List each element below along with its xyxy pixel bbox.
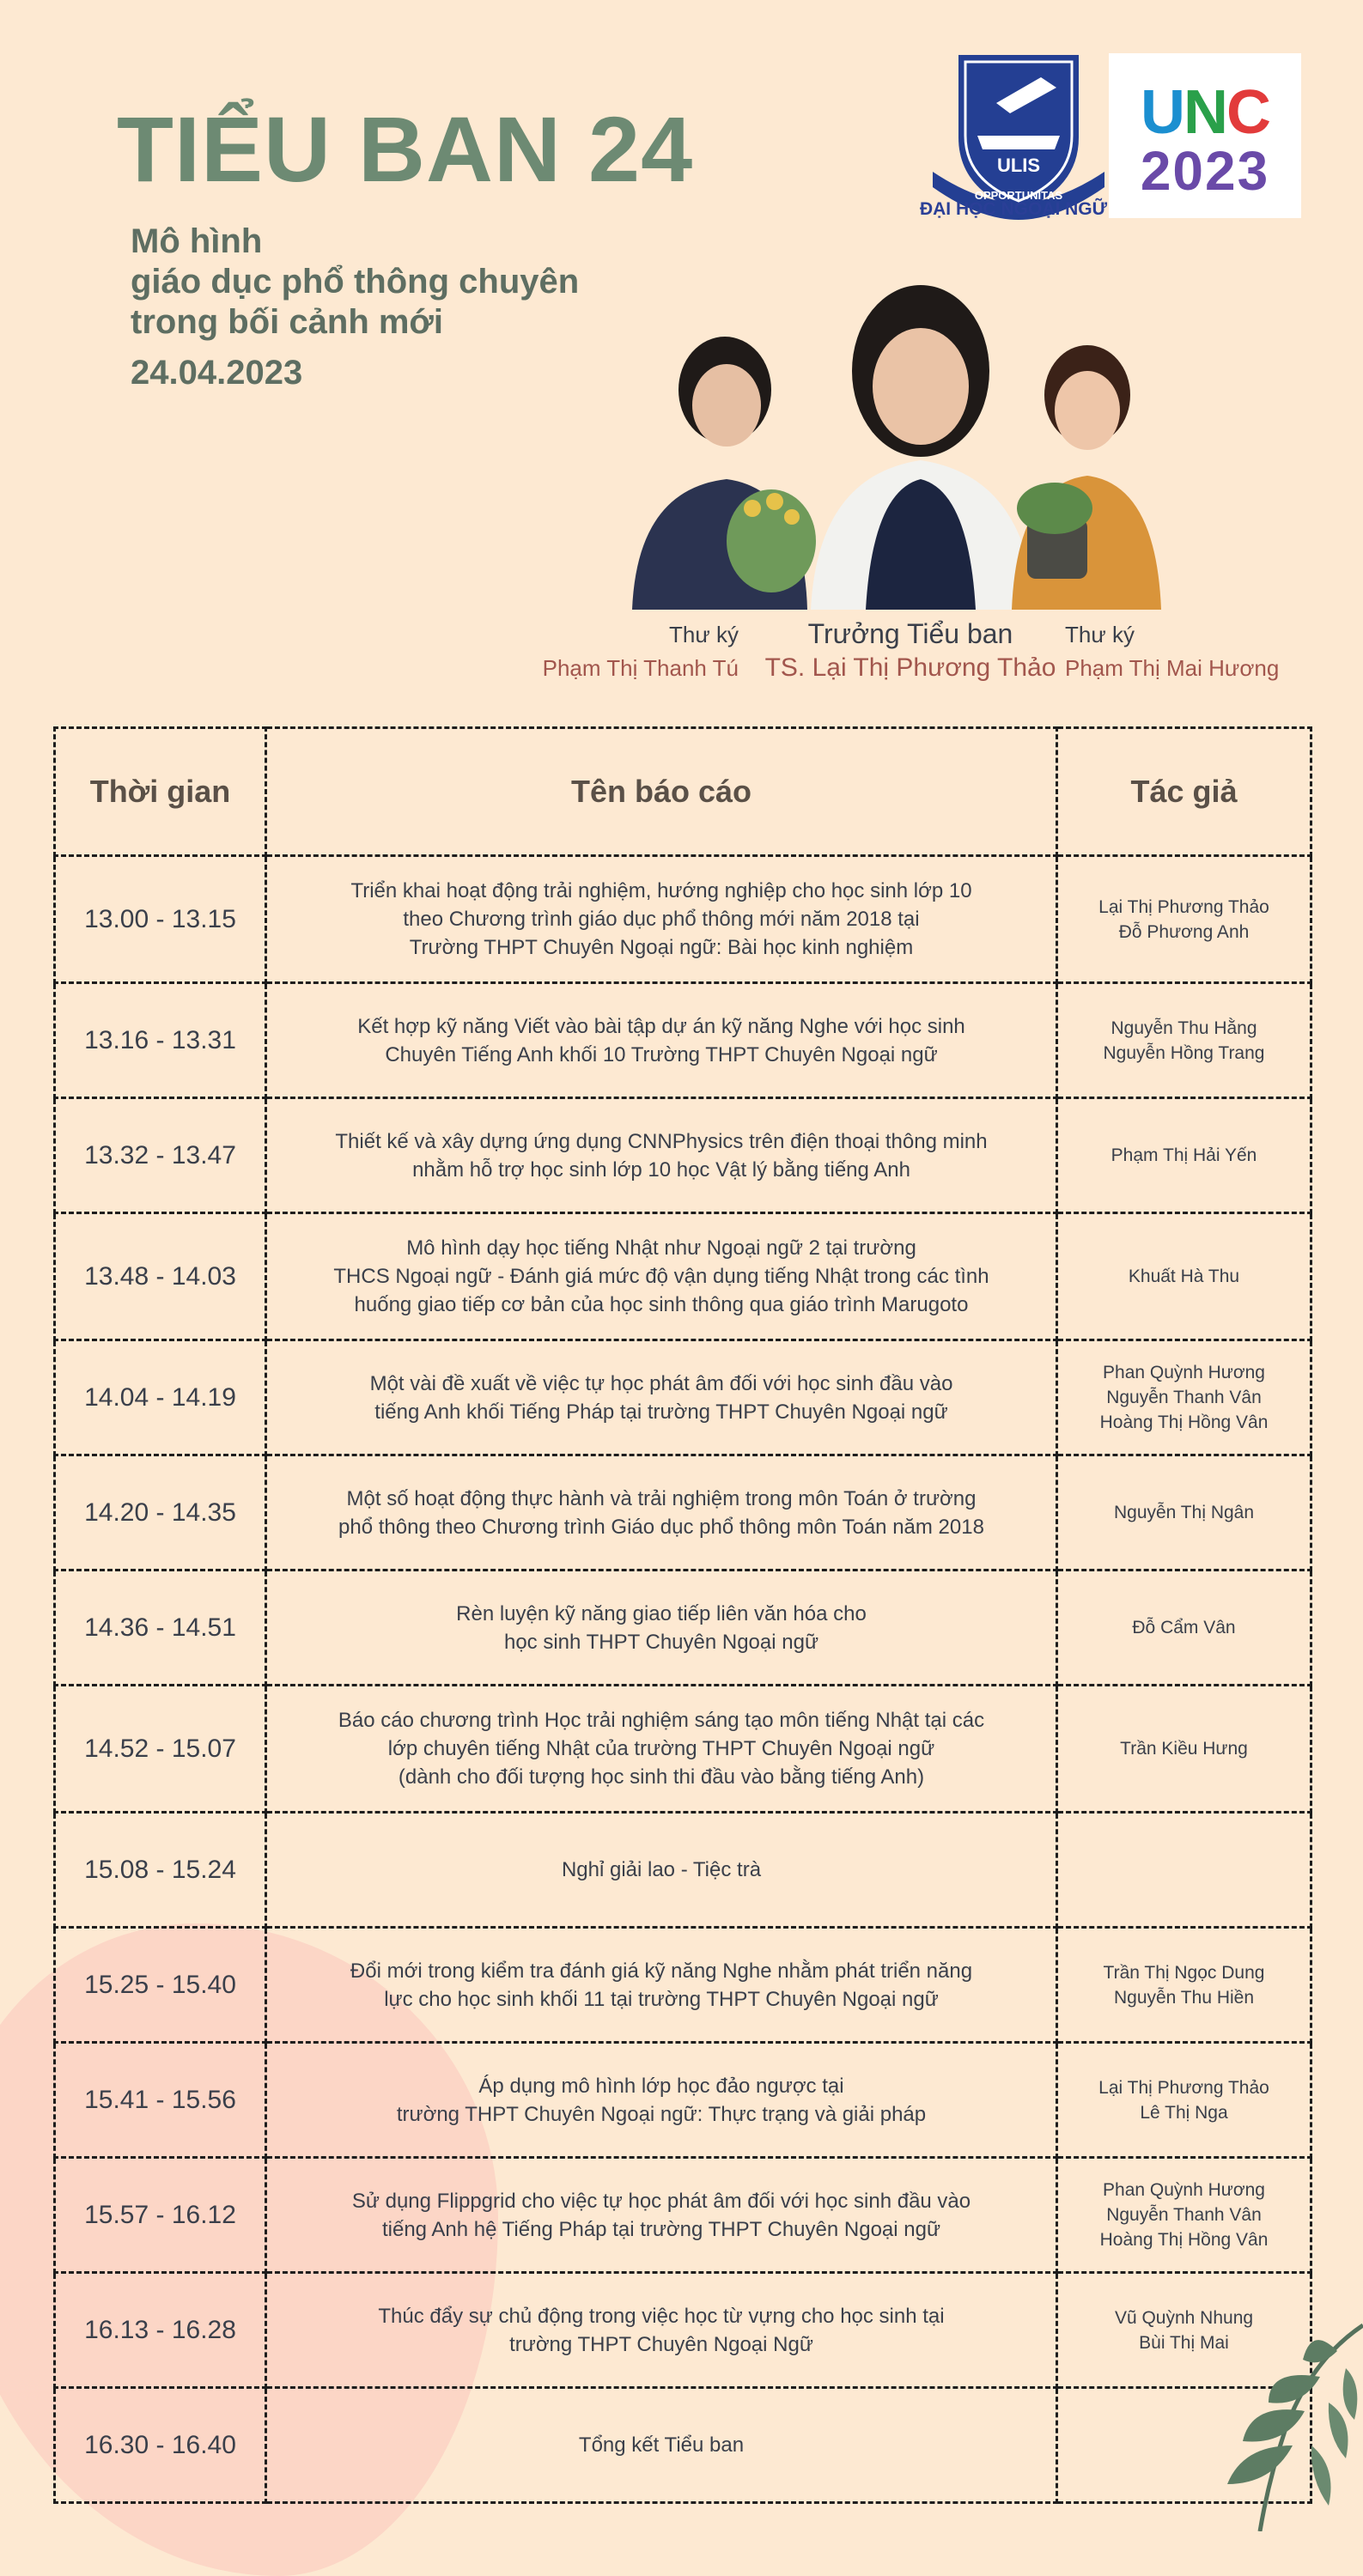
- report-title-line: Áp dụng mô hình lớp học đảo ngược tại: [478, 2074, 844, 2098]
- session-time: [55, 2043, 266, 2158]
- report-title: [266, 856, 1057, 983]
- report-title: [266, 2273, 1057, 2388]
- committee-role: Thư ký: [1065, 622, 1135, 647]
- report-authors: [1057, 1686, 1311, 1813]
- report-title: [266, 1213, 1057, 1340]
- committee-chair: [747, 618, 1074, 683]
- report-title: [266, 2043, 1057, 2158]
- author-name: Phạm Thị Hải Yến: [1110, 1145, 1257, 1165]
- report-authors: [1057, 1098, 1311, 1213]
- session-time-text: 15.57 - 16.12: [84, 2200, 236, 2229]
- report-title-line: theo Chương trình giáo dục phổ thông mới năm 2018 tại: [403, 908, 920, 931]
- report-authors: [1057, 1455, 1311, 1571]
- report-authors: [1057, 1571, 1311, 1686]
- session-time: [55, 1571, 266, 1686]
- portrait-secretary-right: [1001, 331, 1165, 610]
- table-row: [55, 1098, 1311, 1213]
- report-title-line: Nghỉ giải lao - Tiệc trà: [561, 1858, 762, 1881]
- report-authors: [1057, 1813, 1311, 1928]
- subtitle-line: giáo dục phổ thông chuyên: [131, 263, 580, 301]
- table-row: [55, 2158, 1311, 2273]
- report-title-line: phổ thông theo Chương trình Giáo dục phổ thông môn Toán năm 2018: [338, 1515, 984, 1539]
- author-name: Khuất Hà Thu: [1128, 1267, 1240, 1286]
- table-row: [55, 1813, 1311, 1928]
- unc-logo: [1109, 53, 1301, 218]
- table-row: [55, 856, 1311, 983]
- report-title-line: trường THPT Chuyên Ngoại Ngữ: [509, 2332, 813, 2356]
- table-header-row: [55, 728, 1311, 856]
- session-time: [55, 1813, 266, 1928]
- unc-letter-n: N: [1183, 78, 1226, 147]
- report-authors: [1057, 1213, 1311, 1340]
- report-title-line: Thúc đẩy sự chủ động trong việc học từ vựng cho học sinh tại: [378, 2304, 945, 2328]
- report-authors: [1057, 2158, 1311, 2273]
- session-time: [55, 2158, 266, 2273]
- leaf-decoration: [1208, 2308, 1363, 2531]
- committee-secretary-right: [1065, 622, 1323, 682]
- session-time: [55, 856, 266, 983]
- unc-year: 2023: [1140, 140, 1270, 202]
- schedule-table: [53, 726, 1312, 2504]
- table-row: [55, 1928, 1311, 2043]
- table-row: [55, 1340, 1311, 1455]
- author-name: Đỗ Phương Anh: [1118, 921, 1250, 942]
- report-title-line: Trường THPT Chuyên Ngoại ngữ: Bài học kinh nghiệm: [409, 936, 914, 959]
- report-authors: [1057, 1928, 1311, 2043]
- committee-secretary-left: [515, 622, 739, 682]
- subtitle-line: trong bối cảnh mới: [131, 303, 443, 341]
- report-title-line: Thiết kế và xây dựng ứng dụng CNNPhysics trên điện thoại thông minh: [335, 1129, 988, 1153]
- session-time: [55, 1928, 266, 2043]
- author-name: Trần Thị Ngọc Dung: [1103, 1962, 1265, 1983]
- table-row: [55, 983, 1311, 1098]
- session-time-text: 14.20 - 14.35: [84, 1498, 236, 1527]
- author-name: Đỗ Cẩm Vân: [1132, 1618, 1236, 1637]
- table-row: [55, 2388, 1311, 2503]
- report-title: [266, 2388, 1057, 2503]
- report-title-line: Sử dụng Flippgrid cho việc tự học phát âm đối với học sinh đầu vào: [351, 2189, 971, 2213]
- report-title: [266, 983, 1057, 1098]
- report-title-line: lớp chuyên tiếng Nhật của trường THPT Chuyên Ngoại ngữ: [387, 1737, 935, 1760]
- author-name: Nguyễn Hồng Trang: [1103, 1042, 1265, 1063]
- session-time-text: 14.04 - 14.19: [84, 1382, 236, 1412]
- page-title: TIỂU BAN 24: [117, 97, 694, 201]
- report-title: [266, 1813, 1057, 1928]
- report-title: [266, 1098, 1057, 1213]
- author-name: Phan Quỳnh Hương: [1103, 2180, 1265, 2200]
- session-time-text: 14.36 - 14.51: [84, 1613, 236, 1642]
- committee-role: Thư ký: [669, 622, 739, 647]
- report-title-line: tiếng Anh hệ Tiếng Pháp tại trường THPT Chuyên Ngoại ngữ: [381, 2217, 941, 2241]
- report-title-line: Báo cáo chương trình Học trải nghiệm sáng tạo môn tiếng Nhật tại các: [338, 1709, 985, 1732]
- author-name: Lại Thị Phương Thảo: [1098, 896, 1269, 917]
- committee-role: Trưởng Tiểu ban: [807, 618, 1013, 649]
- report-title: [266, 1928, 1057, 2043]
- session-time-text: 16.13 - 16.28: [84, 2315, 236, 2344]
- report-title-line: huống giao tiếp cơ bản của học sinh thông qua giáo trình Marugoto: [354, 1293, 969, 1316]
- report-title-line: Đổi mới trong kiểm tra đánh giá kỹ năng Nghe nhằm phát triển năng: [350, 1959, 973, 1983]
- session-time-text: 15.08 - 15.24: [84, 1855, 236, 1884]
- session-time: [55, 1340, 266, 1455]
- author-name: Lê Thị Nga: [1140, 2102, 1228, 2123]
- author-name: Hoàng Thị Hồng Vân: [1099, 2230, 1269, 2250]
- table-row: [55, 1686, 1311, 1813]
- report-title: [266, 1686, 1057, 1813]
- report-title-line: Một vài đề xuất về việc tự học phát âm đối với học sinh đầu vào: [369, 1371, 953, 1395]
- ulis-logo: [928, 43, 1110, 223]
- table-row: [55, 2273, 1311, 2388]
- report-title-line: THCS Ngoại ngữ - Đánh giá mức độ vận dụng tiếng Nhật trong các tình: [333, 1265, 989, 1288]
- report-authors: [1057, 2043, 1311, 2158]
- page-subtitle: [131, 222, 579, 343]
- ulis-badge-text: ULIS: [996, 155, 1041, 176]
- session-time: [55, 2388, 266, 2503]
- author-name: Bùi Thị Mai: [1139, 2332, 1229, 2353]
- report-title: [266, 1571, 1057, 1686]
- author-name: Trần Kiều Hưng: [1120, 1739, 1248, 1759]
- table-row: [55, 1571, 1311, 1686]
- session-time-text: 14.52 - 15.07: [84, 1734, 236, 1763]
- session-time-text: 15.41 - 15.56: [84, 2085, 236, 2114]
- table-row: [55, 1213, 1311, 1340]
- report-authors: [1057, 983, 1311, 1098]
- report-title-line: lực cho học sinh khối 11 tại trường THPT Chuyên Ngoại ngữ: [384, 1987, 939, 2011]
- session-time: [55, 2273, 266, 2388]
- committee-name: TS. Lại Thị Phương Thảo: [764, 653, 1056, 682]
- report-title-line: Rèn luyện kỹ năng giao tiếp liên văn hóa cho: [456, 1601, 867, 1625]
- unc-letter-u: U: [1141, 78, 1183, 147]
- portrait-secretary-left: [624, 326, 816, 610]
- session-time: [55, 1686, 266, 1813]
- report-title-line: Kết hợp kỹ năng Viết vào bài tập dự án kỹ năng Nghe với học sinh: [357, 1014, 965, 1038]
- author-name: Vũ Quỳnh Nhung: [1114, 2307, 1254, 2328]
- report-title-line: học sinh THPT Chuyên Ngoại ngữ: [503, 1630, 819, 1654]
- author-name: Nguyễn Thu Hiền: [1113, 1987, 1255, 2008]
- session-time-text: 16.30 - 16.40: [84, 2430, 236, 2459]
- committee-name: Phạm Thị Thanh Tú: [542, 655, 739, 681]
- session-time-text: 15.25 - 15.40: [84, 1970, 236, 1999]
- author-name: Hoàng Thị Hồng Vân: [1099, 1413, 1269, 1432]
- subtitle-line: Mô hình: [131, 222, 263, 260]
- table-row: [55, 1455, 1311, 1571]
- committee-name: Phạm Thị Mai Hương: [1065, 655, 1280, 681]
- report-title-line: Mô hình dạy học tiếng Nhật như Ngoại ngữ 2 tại trường: [406, 1236, 916, 1260]
- report-title-line: trường THPT Chuyên Ngoại ngữ: Thực trạng và giải pháp: [396, 2102, 927, 2126]
- session-time: [55, 1213, 266, 1340]
- author-name: Nguyễn Thanh Vân: [1106, 2205, 1262, 2225]
- unc-wordmark: [1109, 77, 1301, 148]
- column-header-time: Thời gian: [55, 728, 266, 856]
- report-title-line: nhằm hỗ trợ học sinh lớp 10 học Vật lý bằng tiếng Anh: [412, 1157, 910, 1182]
- event-date: 24.04.2023: [131, 354, 303, 392]
- author-name: Nguyễn Thanh Vân: [1106, 1388, 1262, 1407]
- session-time-text: 13.48 - 14.03: [84, 1261, 236, 1291]
- unc-letter-c: C: [1226, 78, 1269, 147]
- author-name: Lại Thị Phương Thảo: [1098, 2077, 1269, 2098]
- report-title-line: Chuyên Tiếng Anh khối 10 Trường THPT Chuyên Ngoại ngữ: [385, 1042, 938, 1066]
- schedule-body: [55, 856, 1311, 2503]
- author-name: Nguyễn Thị Ngân: [1113, 1503, 1255, 1522]
- report-title: [266, 1340, 1057, 1455]
- report-authors: [1057, 1340, 1311, 1455]
- report-title: [266, 1455, 1057, 1571]
- report-title-line: Tổng kết Tiểu ban: [578, 2433, 745, 2457]
- session-time: [55, 983, 266, 1098]
- session-time-text: 13.00 - 13.15: [84, 904, 236, 933]
- report-title-line: tiếng Anh khối Tiếng Pháp tại trường THPT Chuyên Ngoại ngữ: [374, 1400, 948, 1424]
- ulis-motto: OPPORTUNITAS: [974, 189, 1063, 202]
- ulis-caption: ĐẠI HỌC NGOẠI NGỮ: [919, 199, 1108, 219]
- session-time: [55, 1098, 266, 1213]
- report-title: [266, 2158, 1057, 2273]
- session-time-text: 13.32 - 13.47: [84, 1140, 236, 1170]
- column-header-author: Tác giả: [1057, 728, 1311, 856]
- author-name: Nguyễn Thu Hằng: [1110, 1018, 1257, 1038]
- report-title-line: Một số hoạt động thực hành và trải nghiệm trong môn Toán ở trường: [346, 1486, 977, 1510]
- report-title-line: Triển khai hoạt động trải nghiệm, hướng nghiệp cho học sinh lớp 10: [350, 879, 972, 902]
- report-title-line: (dành cho đối tượng học sinh thi đầu vào bằng tiếng Anh): [398, 1765, 925, 1789]
- author-name: Phan Quỳnh Hương: [1103, 1363, 1265, 1382]
- session-time: [55, 1455, 266, 1571]
- session-time-text: 13.16 - 13.31: [84, 1025, 236, 1054]
- table-row: [55, 2043, 1311, 2158]
- column-header-report: Tên báo cáo: [266, 728, 1057, 856]
- report-authors: [1057, 856, 1311, 983]
